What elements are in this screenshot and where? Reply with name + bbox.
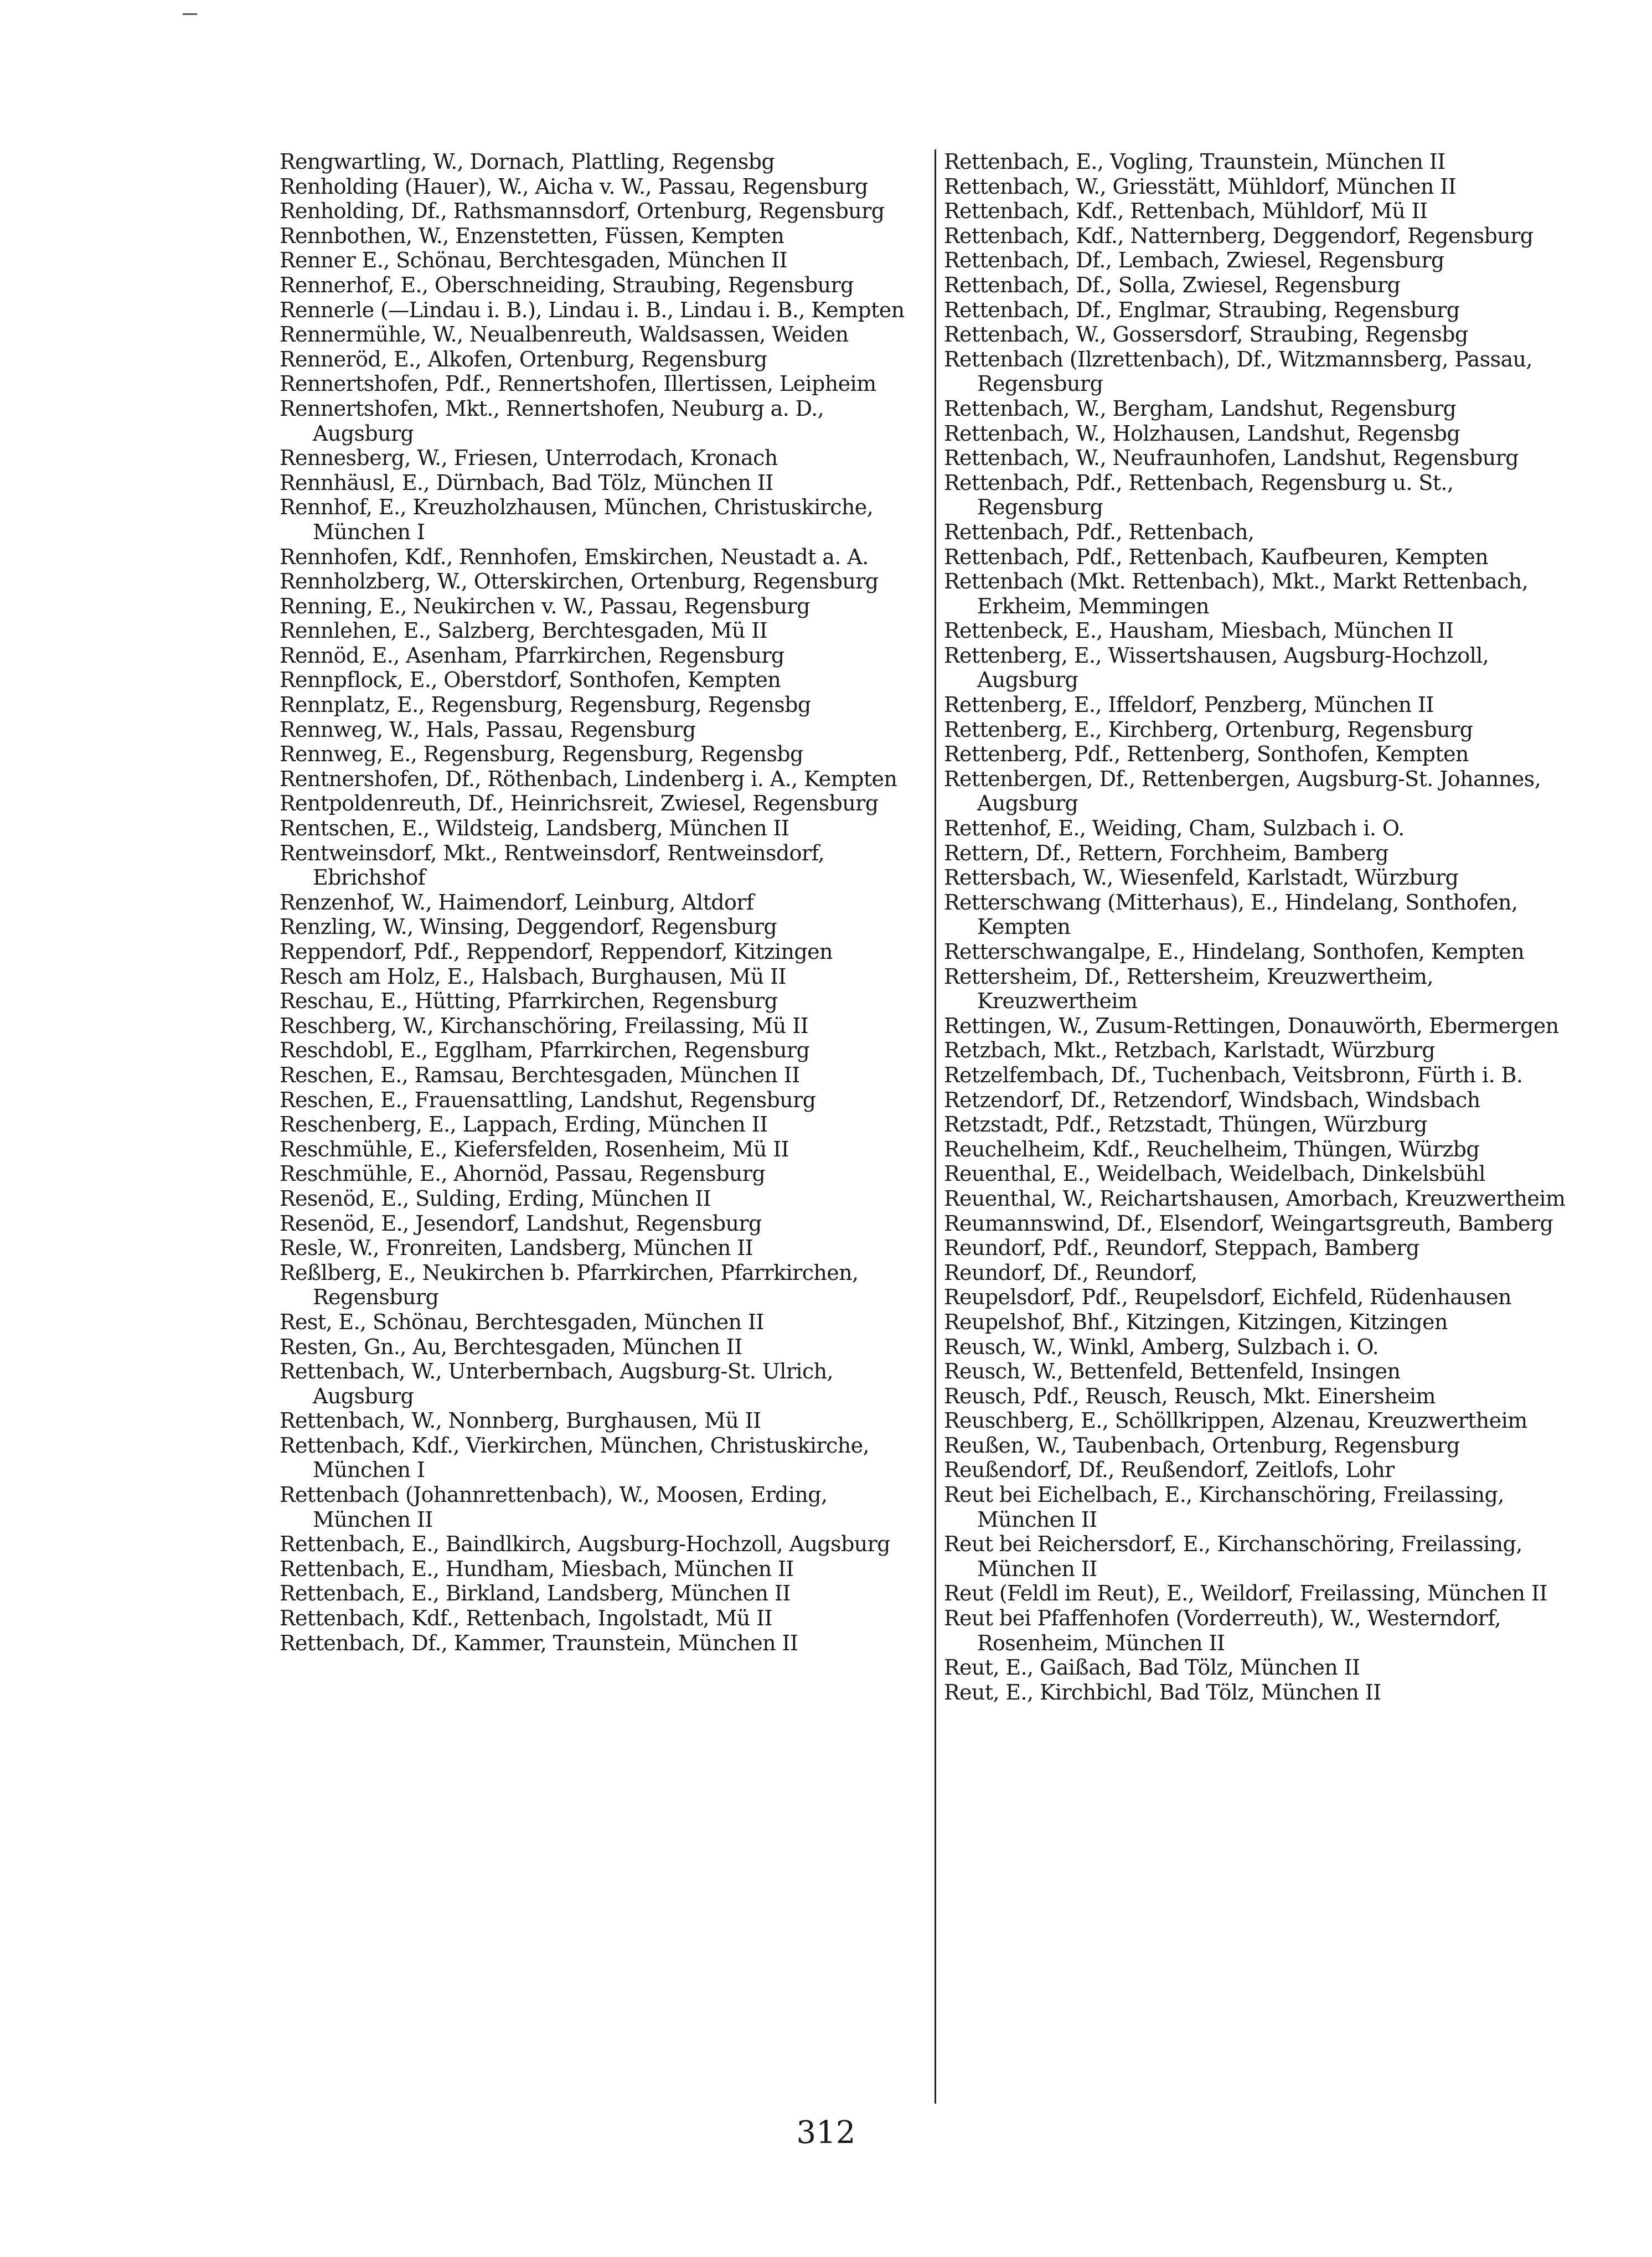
gazetteer-entry: Reut, E., Kirchbichl, Bad Tölz, München II (944, 1680, 1381, 1705)
gazetteer-entry: Reut, E., Gaißach, Bad Tölz, München II (944, 1655, 1360, 1680)
gazetteer-entry: Rettenberg, E., Iffeldorf, Penzberg, München II (944, 693, 1434, 717)
gazetteer-entry: Rettenhof, E., Weiding, Cham, Sulzbach i. O. (944, 816, 1405, 841)
gazetteer-entry: Rettenbach (Ilzrettenbach), Df., Witzmannsberg, Passau, Regensburg (944, 347, 1532, 396)
gazetteer-entry: Reut bei Pfaffenhofen (Vorderreuth), W., Westerndorf, Rosenheim, München II (944, 1606, 1501, 1655)
gazetteer-entry: Rennlehen, E., Salzberg, Berchtesgaden, Mü II (280, 618, 768, 643)
gazetteer-entry: Reuenthal, E., Weidelbach, Weidelbach, Dinkelsbühl (944, 1161, 1485, 1186)
gazetteer-entry: Rennertshofen, Pdf., Rennertshofen, Illertissen, Leipheim (280, 371, 876, 396)
gazetteer-entry: Rennhof, E., Kreuzholzhausen, München, Christuskirche, München I (280, 495, 874, 544)
gazetteer-entry: Reschberg, W., Kirchanschöring, Freilassing, Mü II (280, 1013, 809, 1038)
gazetteer-entry: Reuschberg, E., Schöllkrippen, Alzenau, Kreuzwertheim (944, 1408, 1527, 1433)
gazetteer-entry: Reßlberg, E., Neukirchen b. Pfarrkirchen, Pfarrkirchen, Regensburg (280, 1260, 859, 1310)
gazetteer-entry: Rettenbach, Df., Lembach, Zwiesel, Regensburg (944, 248, 1444, 273)
gazetteer-entry: Rennholzberg, W., Otterskirchen, Ortenburg, Regensburg (280, 569, 879, 594)
gazetteer-entry: Rettenbach, W., Nonnberg, Burghausen, Mü II (280, 1408, 761, 1433)
gazetteer-entry: Rettern, Df., Rettern, Forchheim, Bamberg (944, 840, 1388, 865)
gazetteer-entry: Rennermühle, W., Neualbenreuth, Waldsassen, Weiden (280, 322, 849, 347)
gazetteer-entry: Retzelfembach, Df., Tuchenbach, Veitsbronn, Fürth i. B. (944, 1062, 1523, 1087)
gazetteer-entry: Reußen, W., Taubenbach, Ortenburg, Regensburg (944, 1433, 1460, 1458)
gazetteer-entry: Rettenbergen, Df., Rettenbergen, Augsburg-St. Johannes, Augsburg (944, 766, 1541, 816)
gazetteer-entry: Rennhofen, Kdf., Rennhofen, Emskirchen, Neustadt a. A. (280, 544, 869, 569)
gazetteer-entry: Rentpoldenreuth, Df., Heinrichsreit, Zwiesel, Regensburg (280, 791, 879, 816)
gazetteer-entry: Renholding, Df., Rathsmannsdorf, Ortenburg, Regensburg (280, 199, 885, 224)
gazetteer-entry: Reschen, E., Frauensattling, Landshut, Regensburg (280, 1087, 816, 1112)
gazetteer-entry: Reusch, W., Bettenfeld, Bettenfeld, Insingen (944, 1359, 1401, 1384)
gazetteer-entry: Rettersheim, Df., Rettersheim, Kreuzwertheim, Kreuzwertheim (944, 964, 1433, 1014)
gazetteer-entry: Rettenbach, E., Vogling, Traunstein, München II (944, 149, 1446, 174)
gazetteer-entry: Rennpflock, E., Oberstdorf, Sonthofen, Kempten (280, 668, 781, 693)
gazetteer-entry: Rettenbach, W., Gossersdorf, Straubing, Regensbg (944, 322, 1468, 347)
gazetteer-entry: Rettenbach, Df., Englmar, Straubing, Regensburg (944, 297, 1460, 322)
gazetteer-entry: Reschenberg, E., Lappach, Erding, München II (280, 1112, 768, 1137)
gazetteer-entry: Resenöd, E., Jesendorf, Landshut, Regensburg (280, 1211, 762, 1236)
gazetteer-entry: Rennerle (—Lindau i. B.), Lindau i. B., Lindau i. B., Kempten (280, 297, 905, 322)
right-column (944, 149, 1581, 1705)
gazetteer-entry: Renneröd, E., Alkofen, Ortenburg, Regensburg (280, 347, 767, 371)
gazetteer-entry: Reut (Feldl im Reut), E., Weildorf, Freilassing, München II (944, 1581, 1547, 1606)
gazetteer-entry: Rettenbach, E., Baindlkirch, Augsburg-Hochzoll, Augsburg (280, 1532, 890, 1557)
gazetteer-entry: Rettenbach, Pdf., Rettenbach, (944, 519, 1255, 544)
gazetteer-entry: Reut bei Eichelbach, E., Kirchanschöring, Freilassing, München II (944, 1483, 1504, 1532)
gazetteer-entry: Reupelsdorf, Pdf., Reupelsdorf, Eichfeld, Rüdenhausen (944, 1285, 1511, 1310)
gazetteer-entry: Rentnershofen, Df., Röthenbach, Lindenberg i. A., Kempten (280, 766, 897, 791)
gazetteer-entry: Rettenberg, Pdf., Rettenberg, Sonthofen, Kempten (944, 742, 1469, 767)
gazetteer-entry: Rennweg, W., Hals, Passau, Regensburg (280, 717, 696, 742)
gazetteer-entry: Rennöd, E., Asenham, Pfarrkirchen, Regensburg (280, 643, 784, 668)
gazetteer-entry: Rennhäusl, E., Dürnbach, Bad Tölz, München II (280, 470, 773, 495)
gazetteer-entry: Rettenbach, Kdf., Vierkirchen, München, Christuskirche, München I (280, 1433, 869, 1483)
gazetteer-entry: Retzendorf, Df., Retzendorf, Windsbach, Windsbach (944, 1087, 1480, 1112)
gazetteer-entry: Reschmühle, E., Kiefersfelden, Rosenheim, Mü II (280, 1137, 789, 1161)
gazetteer-entry: Rettenbach, W., Unterbernbach, Augsburg-St. Ulrich, Augsburg (280, 1359, 833, 1408)
gazetteer-entry: Renholding (Hauer), W., Aicha v. W., Passau, Regensburg (280, 174, 868, 199)
gazetteer-entry: Reuchelheim, Kdf., Reuchelheim, Thüngen, Würzbg (944, 1137, 1480, 1161)
gazetteer-entry: Retterschwangalpe, E., Hindelang, Sonthofen, Kempten (944, 939, 1525, 964)
gazetteer-entry: Resten, Gn., Au, Berchtesgaden, München II (280, 1334, 742, 1359)
gazetteer-entry: Rettenbach, Df., Kammer, Traunstein, München II (280, 1630, 798, 1655)
gazetteer-entry: Rennertshofen, Mkt., Rennertshofen, Neuburg a. D., Augsburg (280, 396, 824, 446)
gazetteer-entry: Retzstadt, Pdf., Retzstadt, Thüngen, Würzburg (944, 1112, 1427, 1137)
gazetteer-entry: Reundorf, Pdf., Reundorf, Steppach, Bamberg (944, 1236, 1419, 1261)
gazetteer-entry: Renning, E., Neukirchen v. W., Passau, Regensburg (280, 593, 810, 618)
gazetteer-entry: Reuenthal, W., Reichartshausen, Amorbach, Kreuzwertheim (944, 1186, 1566, 1211)
gazetteer-entry: Renzling, W., Winsing, Deggendorf, Regensburg (280, 915, 777, 939)
gazetteer-entry: Rettingen, W., Zusum-Rettingen, Donauwörth, Ebermergen (944, 1013, 1559, 1038)
gazetteer-entry: Rettenbach, Pdf., Rettenbach, Kaufbeuren, Kempten (944, 544, 1489, 569)
gazetteer-entry: Resch am Holz, E., Halsbach, Burghausen, Mü II (280, 964, 786, 989)
gazetteer-entry: Reusch, W., Winkl, Amberg, Sulzbach i. O. (944, 1334, 1379, 1359)
gazetteer-entry: Rettersbach, W., Wiesenfeld, Karlstadt, Würzburg (944, 865, 1459, 890)
gazetteer-entry: Rettenbach, W., Bergham, Landshut, Regensburg (944, 396, 1457, 421)
gazetteer-entry: Retzbach, Mkt., Retzbach, Karlstadt, Würzburg (944, 1038, 1436, 1063)
gazetteer-entry: Reusch, Pdf., Reusch, Reusch, Mkt. Einersheim (944, 1383, 1436, 1408)
gazetteer-entry: Rettenbach (Mkt. Rettenbach), Mkt., Markt Rettenbach, Erkheim, Memmingen (944, 569, 1529, 618)
gazetteer-entry: Rennplatz, E., Regensburg, Regensburg, Regensbg (280, 693, 811, 717)
gazetteer-entry: Reumannswind, Df., Elsendorf, Weingartsgreuth, Bamberg (944, 1211, 1553, 1236)
gazetteer-entry: Reschen, E., Ramsau, Berchtesgaden, München II (280, 1062, 800, 1087)
gazetteer-entry: Rennerhof, E., Oberschneiding, Straubing, Regensburg (280, 272, 854, 297)
gazetteer-entry: Resle, W., Fronreiten, Landsberg, München II (280, 1236, 753, 1261)
gazetteer-entry: Rest, E., Schönau, Berchtesgaden, München II (280, 1309, 764, 1334)
gazetteer-entry: Rettenbach, W., Holzhausen, Landshut, Regensbg (944, 421, 1460, 446)
gazetteer-entry: Rettenbach, W., Griesstätt, Mühldorf, München II (944, 174, 1457, 199)
page-number: 312 (796, 2115, 856, 2151)
gazetteer-entry: Rettenbeck, E., Hausham, Miesbach, München II (944, 618, 1454, 643)
gazetteer-entry: Rettenbach, Df., Solla, Zwiesel, Regensburg (944, 272, 1401, 297)
gazetteer-entry: Rettenbach, W., Neufraunhofen, Landshut, Regensburg (944, 446, 1519, 471)
gazetteer-entry: Rettenbach, Kdf., Rettenbach, Mühldorf, Mü II (944, 199, 1428, 224)
gazetteer-entry: Reußendorf, Df., Reußendorf, Zeitlofs, Lohr (944, 1458, 1395, 1483)
left-column (280, 149, 925, 1655)
gazetteer-entry: Reut bei Reichersdorf, E., Kirchanschöring, Freilassing, München II (944, 1532, 1522, 1581)
gazetteer-entry: Rettenbach, E., Birkland, Landsberg, München II (280, 1581, 791, 1606)
gazetteer-entry: Resenöd, E., Sulding, Erding, München II (280, 1186, 711, 1211)
gazetteer-entry: Rettenbach (Johannrettenbach), W., Moosen, Erding, München II (280, 1483, 828, 1532)
gazetteer-entry: Rettenbach, E., Hundham, Miesbach, München II (280, 1556, 794, 1581)
gazetteer-entry: Reschdobl, E., Egglham, Pfarrkirchen, Regensburg (280, 1038, 810, 1063)
gazetteer-entry: Rettenbach, Kdf., Rettenbach, Ingolstadt, Mü II (280, 1606, 772, 1631)
gazetteer-entry: Rennweg, E., Regensburg, Regensburg, Regensbg (280, 742, 803, 767)
column-divider (935, 149, 936, 2104)
gazetteer-entry: Reschau, E., Hütting, Pfarrkirchen, Regensburg (280, 989, 778, 1014)
gazetteer-entry: Renner E., Schönau, Berchtesgaden, München II (280, 248, 787, 273)
gazetteer-entry: Rettenbach, Kdf., Natternberg, Deggendorf, Regensburg (944, 223, 1534, 248)
gazetteer-entry: Rennesberg, W., Friesen, Unterrodach, Kronach (280, 446, 778, 471)
gazetteer-entry: Retterschwang (Mitterhaus), E., Hindelang, Sonthofen, Kempten (944, 890, 1518, 939)
gazetteer-entry: Rettenberg, E., Wissertshausen, Augsburg-Hochzoll, Augsburg (944, 643, 1489, 693)
gazetteer-entry: Renzenhof, W., Haimendorf, Leinburg, Altdorf (280, 890, 754, 915)
gazetteer-entry: Rennbothen, W., Enzenstetten, Füssen, Kempten (280, 223, 784, 248)
gazetteer-entry: Rettenberg, E., Kirchberg, Ortenburg, Regensburg (944, 717, 1473, 742)
scan-mark (183, 13, 197, 15)
gazetteer-entry: Reppendorf, Pdf., Reppendorf, Reppendorf, Kitzingen (280, 939, 833, 964)
gazetteer-entry: Rentweinsdorf, Mkt., Rentweinsdorf, Rentweinsdorf, Ebrichshof (280, 840, 825, 890)
gazetteer-entry: Reupelshof, Bhf., Kitzingen, Kitzingen, Kitzingen (944, 1309, 1448, 1334)
gazetteer-entry: Rengwartling, W., Dornach, Plattling, Regensbg (280, 149, 775, 174)
gazetteer-entry: Rettenbach, Pdf., Rettenbach, Regensburg u. St., Regensburg (944, 470, 1454, 520)
gazetteer-entry: Reundorf, Df., Reundorf, (944, 1260, 1197, 1285)
gazetteer-entry: Rentschen, E., Wildsteig, Landsberg, München II (280, 816, 789, 841)
gazetteer-entry: Reschmühle, E., Ahornöd, Passau, Regensburg (280, 1161, 766, 1186)
